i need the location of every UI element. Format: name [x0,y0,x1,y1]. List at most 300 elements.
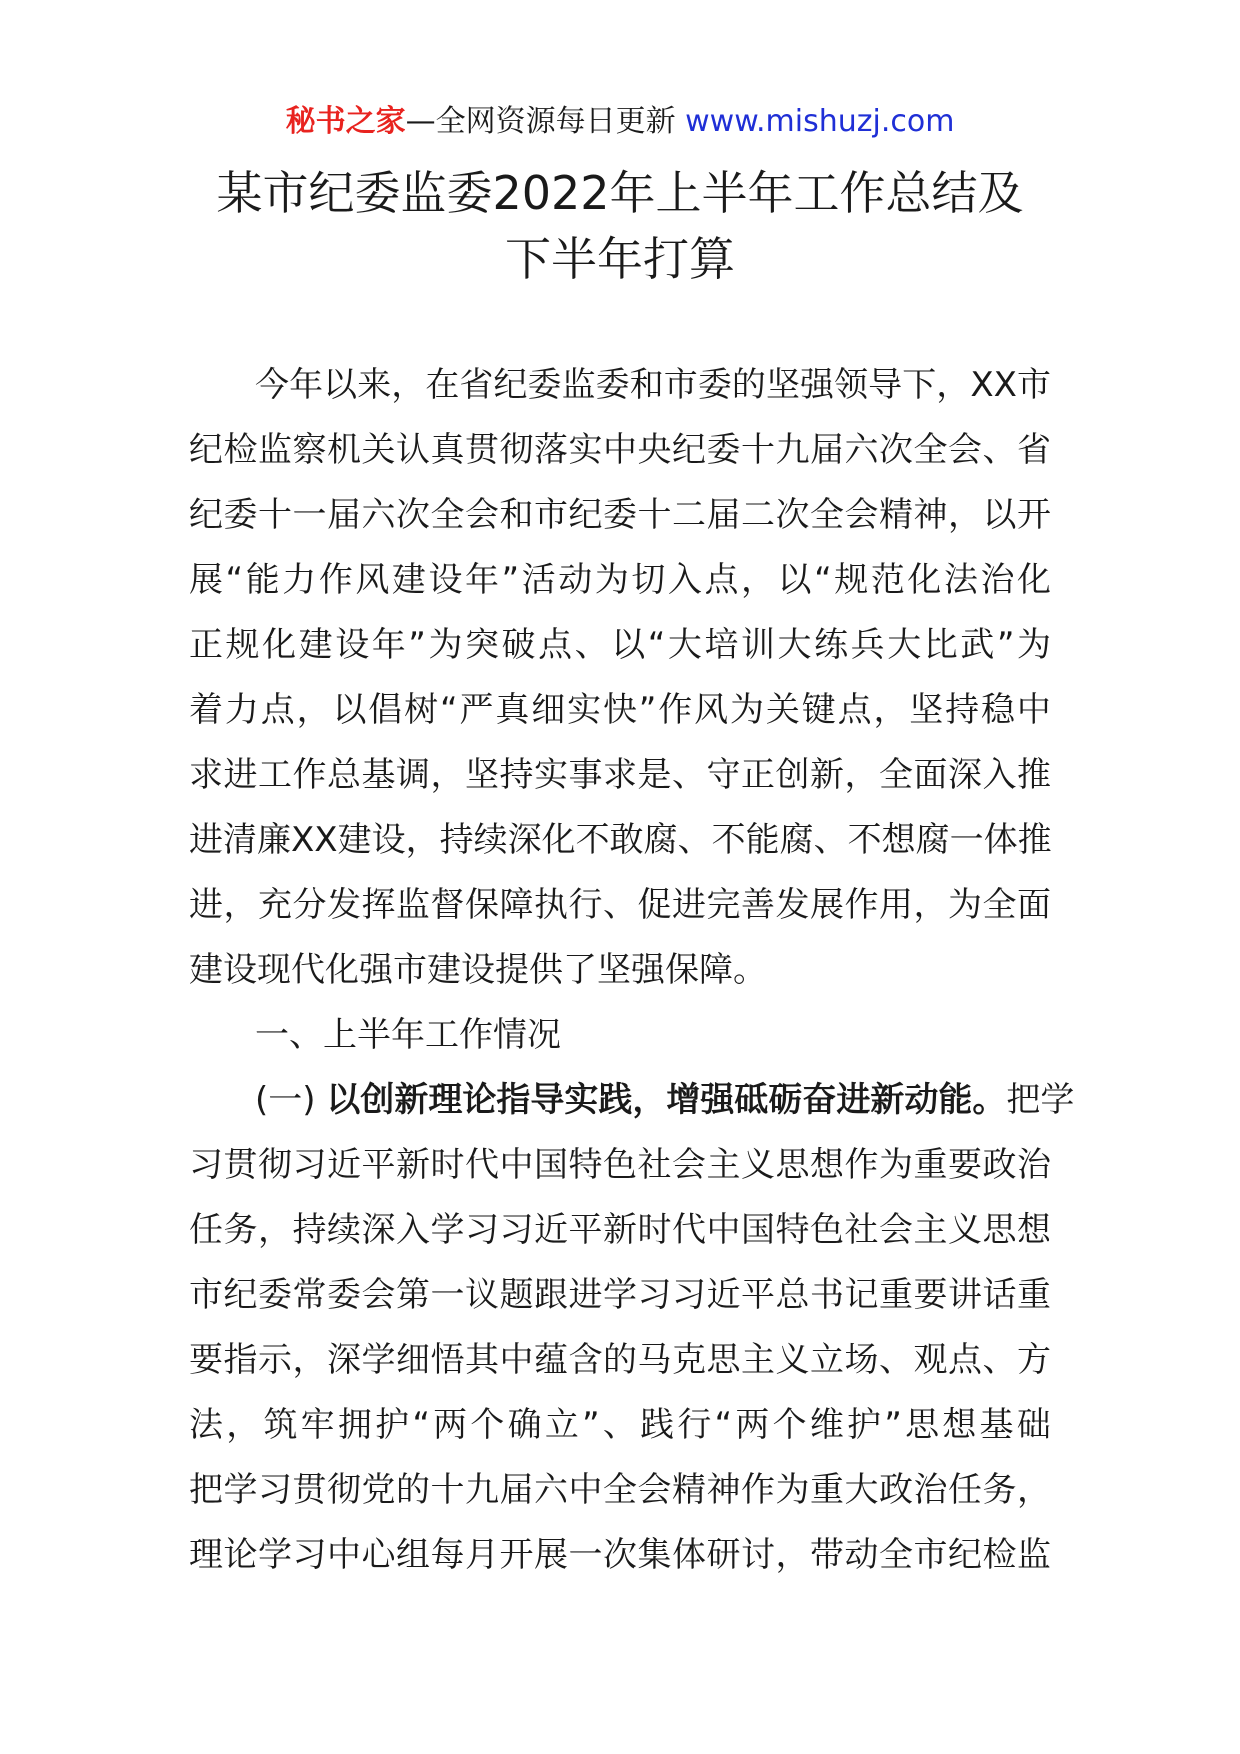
glyph: 体 [672,1535,706,1575]
glyph: 确 [507,1405,542,1445]
glyph: 十 [258,495,292,535]
paragraph-line [189,808,1051,873]
subsection-first-line [189,1068,1075,1133]
glyph: 不 [847,820,882,860]
glyph: 学 [258,1535,292,1575]
glyph: XX [291,820,338,860]
glyph: 、 [603,885,637,925]
glyph: 指 [223,1340,258,1380]
glyph: 次 [879,430,913,470]
glyph: 贯 [223,1145,258,1185]
glyph: 实 [567,690,602,730]
glyph: 代 [465,1145,499,1185]
glyph: 年 [465,560,499,600]
glyph: 正 [741,755,775,795]
glyph: 实 [534,755,568,795]
glyph: 、 [602,1405,637,1445]
glyph: 中 [1016,690,1051,730]
glyph: 中 [603,430,637,470]
glyph: 书 [810,1275,844,1315]
glyph: 纪 [223,1275,258,1315]
glyph: ” [501,560,520,600]
glyph: 重 [1017,1275,1051,1315]
glyph: 行 [677,1405,712,1445]
glyph: 带 [810,1535,844,1575]
subsection-line-start [255,1068,1006,1133]
glyph: 用 [879,885,913,925]
glyph: 为 [1017,625,1051,665]
glyph: 蕴 [534,1340,568,1380]
paragraph-line [189,743,1051,808]
glyph: 作 [318,560,353,600]
glyph: ” [582,1405,600,1445]
glyph: 平 [568,1210,603,1250]
glyph: 第 [396,1275,430,1315]
glyph: 持 [945,690,980,730]
glyph: 个 [470,1405,505,1445]
glyph: 两 [735,1405,770,1445]
glyph: 近 [534,1210,568,1250]
glyph: 一 [568,1535,603,1575]
glyph: 和 [629,365,664,405]
glyph: 主 [706,1145,741,1185]
glyph: 比 [923,625,958,665]
glyph: 国 [741,1210,775,1250]
glyph: 彻 [327,1470,361,1510]
glyph: 行 [568,885,603,925]
glyph: 全 [913,430,948,470]
glyph: 央 [637,430,672,470]
glyph: 关 [361,430,396,470]
glyph: 检 [982,1535,1017,1575]
glyph: 设 [428,560,463,600]
glyph: 习 [637,1275,672,1315]
glyph: 精 [879,495,913,535]
glyph: 六 [534,1470,568,1510]
glyph: 入 [396,1210,430,1250]
glyph: 基 [361,755,396,795]
glyph: 察 [292,430,327,470]
glyph: 色 [810,1210,844,1250]
glyph: 开 [499,1535,534,1575]
glyph: “ [814,560,832,600]
glyph: 动 [844,1535,879,1575]
subsection-title: 以创新理论指导实践，增强砥砺奋进新动能。 [326,1080,1007,1120]
glyph: 体 [983,820,1018,860]
glyph: 创 [775,755,810,795]
glyph: 思 [982,1210,1017,1250]
glyph: 作 [741,1470,775,1510]
glyph: 的 [603,1340,637,1380]
glyph: 破 [501,625,536,665]
glyph: “ [440,690,458,730]
paragraph-line [189,418,1051,483]
glyph: 大 [887,625,922,665]
glyph: 的 [396,1470,430,1510]
glyph: 政 [982,1145,1017,1185]
paragraph-line [189,1263,1051,1328]
document-body [189,353,1075,1588]
paragraph-line [189,1523,1051,1588]
glyph: ” [638,690,657,730]
glyph: ” [996,625,1015,665]
glyph: 力 [282,560,317,600]
paragraph-line [189,1393,1051,1458]
glyph: 要 [913,1275,948,1315]
glyph: 强 [800,365,834,405]
glyph: 六 [844,430,879,470]
glyph: 场 [844,1340,879,1380]
glyph: 真 [430,430,465,470]
glyph: 治 [980,560,1015,600]
glyph: 义 [741,1145,775,1185]
glyph: 推 [1017,755,1051,795]
glyph: 习 [189,1145,223,1185]
glyph: 学 [223,1470,258,1510]
glyph: 工 [258,755,292,795]
glyph: 研 [706,1535,741,1575]
glyph: 讨 [741,1535,775,1575]
glyph: 大 [777,625,812,665]
site-header [0,100,1240,144]
glyph: 次 [775,495,810,535]
glyph: ， [948,495,982,535]
glyph: 范 [870,560,905,600]
glyph: 、 [813,820,848,860]
glyph: 年 [371,625,406,665]
glyph: 事 [568,755,603,795]
glyph: 护 [847,1405,882,1445]
glyph: 化 [907,560,942,600]
paragraph-line [189,353,1051,418]
glyph: 新 [396,1145,430,1185]
glyph: 分 [292,885,327,925]
glyph: 护 [375,1405,410,1445]
glyph: 十 [637,495,672,535]
glyph: 在 [425,365,460,405]
glyph: 想 [1017,1210,1051,1250]
glyph: 清 [223,820,257,860]
glyph: 机 [327,430,361,470]
glyph: 续 [327,1210,361,1250]
paragraph-line [189,613,1051,678]
glyph: 坚 [765,365,800,405]
glyph: 委 [595,365,630,405]
glyph: 义 [948,1210,982,1250]
glyph: 持 [439,820,474,860]
glyph: 以 [777,560,812,600]
glyph: 求 [603,755,637,795]
glyph: 坚 [909,690,944,730]
paragraph-line [189,1458,1051,1523]
glyph: 基 [979,1405,1014,1445]
glyph: 实 [568,430,603,470]
glyph: 任 [189,1210,223,1250]
glyph: “ [225,560,244,600]
paragraph-line [189,1328,1051,1393]
glyph: 开 [1017,495,1051,535]
glyph: 训 [741,625,775,665]
glyph: 党 [361,1470,396,1510]
glyph: 的 [731,365,766,405]
glyph: ， [873,690,908,730]
glyph: 想 [881,820,916,860]
glyph: 彻 [499,430,534,470]
glyph: 充 [258,885,292,925]
glyph: 含 [568,1340,603,1380]
glyph: 是 [637,755,672,795]
glyph: 六 [361,495,396,535]
paragraph-line [189,873,1051,938]
glyph: 委 [697,365,732,405]
glyph: 力 [224,690,259,730]
glyph: 点 [948,1340,982,1380]
glyph: 全 [879,755,913,795]
glyph: 展 [534,1535,568,1575]
glyph: 展 [189,560,223,600]
glyph: 一 [292,495,327,535]
glyph: 把 [189,1470,223,1510]
glyph: 会 [637,1470,672,1510]
glyph: 想 [810,1145,844,1185]
glyph: 精 [672,1470,706,1510]
glyph: 市 [189,1275,223,1315]
glyph: 示 [258,1340,292,1380]
glyph: 规 [225,625,260,665]
glyph: 务 [982,1470,1017,1510]
glyph: 方 [1017,1340,1051,1380]
glyph: 习 [258,1470,292,1510]
glyph: 九 [775,430,810,470]
glyph: 政 [879,1470,913,1510]
glyph: 法 [189,1405,223,1445]
glyph: 、 [982,430,1017,470]
glyph: 个 [772,1405,807,1445]
glyph: “ [647,625,666,665]
glyph: 平 [361,1145,396,1185]
glyph: 重 [810,1470,844,1510]
glyph: 委 [223,495,258,535]
glyph: 习 [292,1145,327,1185]
glyph: 监 [561,365,596,405]
glyph: 础 [1016,1405,1051,1445]
glyph: 不 [575,820,610,860]
glyph: 、 [672,755,706,795]
glyph: 续 [473,820,508,860]
glyph: 一 [430,1275,465,1315]
glyph: 正 [189,625,223,665]
glyph: 深 [948,755,982,795]
glyph: 组 [396,1535,430,1575]
glyph: 点 [704,560,739,600]
glyph: 习 [672,1275,706,1315]
glyph: 委 [527,365,562,405]
glyph: ， [391,365,426,405]
glyph: 议 [465,1275,499,1315]
glyph: 腐 [643,820,678,860]
glyph: 和 [499,495,534,535]
glyph: 十 [741,430,775,470]
glyph: 为 [594,560,629,600]
glyph: 思 [905,1405,940,1445]
glyph: 武 [960,625,995,665]
glyph: 社 [637,1145,672,1185]
site-url-link[interactable]: www.mishuzj.com [685,104,955,139]
glyph: 务 [223,1210,258,1250]
glyph: 作 [292,755,327,795]
glyph: 近 [327,1145,361,1185]
glyph: 届 [327,495,361,535]
glyph: 其 [465,1340,499,1380]
glyph: 腐 [915,820,950,860]
glyph: 监 [396,885,430,925]
glyph: ， [430,755,465,795]
glyph: 月 [465,1535,499,1575]
brand-name: 秘书之家 [285,104,406,139]
glyph: 持 [292,1210,327,1250]
glyph: 市 [913,1535,948,1575]
glyph: 敢 [609,820,644,860]
glyph: 今 [255,365,289,405]
glyph: 规 [834,560,869,600]
glyph: 题 [499,1275,534,1315]
glyph: 来 [357,365,392,405]
glyph: ” [408,625,426,665]
glyph: 跟 [534,1275,568,1315]
glyph: 届 [810,430,844,470]
glyph: 面 [1017,885,1051,925]
glyph: 省 [1017,430,1051,470]
glyph: 监 [258,430,292,470]
glyph: 会 [465,495,499,535]
paragraph-line: 建设现代化强市建设提供了坚强保障。 [189,950,767,990]
glyph: 心 [361,1535,396,1575]
glyph: 发 [327,885,361,925]
subsection-number: (一) [255,1080,327,1120]
glyph: 点 [837,690,872,730]
glyph: 记 [844,1275,879,1315]
glyph: 治 [1017,1145,1051,1185]
glyph: 守 [706,755,741,795]
glyph: 贯 [292,1470,327,1510]
glyph: 检 [223,430,258,470]
glyph: 二 [741,495,775,535]
glyph: 推 [1017,820,1052,860]
document-title [0,160,1240,292]
glyph: 保 [465,885,499,925]
glyph: 全 [603,1470,637,1510]
glyph: 届 [706,495,741,535]
glyph: 每 [430,1535,465,1575]
glyph: 新 [810,755,844,795]
glyph: 次 [603,1535,637,1575]
glyph: 十 [430,1470,465,1510]
glyph: 设 [335,625,370,665]
glyph: 廉 [257,820,291,860]
glyph: 大 [667,625,702,665]
glyph: 以 [323,365,358,405]
glyph: 动 [558,560,593,600]
glyph: 牢 [300,1405,335,1445]
glyph: 活 [521,560,556,600]
glyph: 导 [868,365,903,405]
glyph: 重 [913,1145,948,1185]
glyph: 求 [189,755,223,795]
glyph: 坚 [465,755,499,795]
glyph: 总 [775,1275,810,1315]
glyph: 纪 [672,430,706,470]
glyph: 纪 [568,495,603,535]
glyph: 兵 [850,625,885,665]
glyph: 为 [948,885,982,925]
glyph: 能 [245,560,280,600]
paragraph-line [189,1198,1051,1263]
glyph: 着 [189,690,223,730]
glyph: 为 [730,690,764,730]
glyph: “ [412,1405,430,1445]
glyph: 全 [982,885,1017,925]
glyph: 为 [428,625,463,665]
glyph: ， [226,1405,261,1445]
glyph: 下 [902,365,937,405]
glyph: ， [292,1340,327,1380]
glyph: 常 [292,1275,327,1315]
glyph: 腐 [779,820,814,860]
glyph: 、 [879,1340,913,1380]
glyph: 神 [913,495,948,535]
glyph: 深 [507,820,542,860]
glyph: 克 [672,1340,706,1380]
glyph: 建 [337,820,372,860]
glyph: 法 [943,560,978,600]
glyph: ， [775,1535,810,1575]
glyph: 悟 [430,1340,465,1380]
glyph: 义 [775,1340,810,1380]
glyph: 执 [534,885,568,925]
glyph: 以 [332,690,367,730]
glyph: 届 [499,1470,534,1510]
glyph: 化 [541,820,576,860]
glyph: 中 [499,1145,534,1185]
glyph: 不 [711,820,746,860]
glyph: 一 [949,820,984,860]
glyph: 培 [704,625,739,665]
glyph: 立 [810,1340,844,1380]
glyph: 点 [260,690,295,730]
glyph: 治 [913,1470,948,1510]
paragraph-line [189,1133,1051,1198]
glyph: 倡 [368,690,403,730]
glyph: 纪 [493,365,528,405]
glyph: 社 [844,1210,879,1250]
glyph: 会 [879,1210,913,1250]
glyph: 委 [603,495,637,535]
glyph: 作 [658,690,693,730]
glyph: 稳 [981,690,1016,730]
glyph: 新 [603,1210,637,1250]
glyph: 进 [672,885,706,925]
glyph: 习 [292,1535,327,1575]
glyph: 入 [982,755,1017,795]
glyph: 进 [189,885,223,925]
glyph: 年 [289,365,324,405]
glyph: 中 [327,1535,361,1575]
glyph: 作 [844,885,879,925]
glyph: 作 [844,1145,879,1185]
glyph: 入 [667,560,702,600]
glyph: 时 [637,1210,672,1250]
glyph: 风 [355,560,390,600]
